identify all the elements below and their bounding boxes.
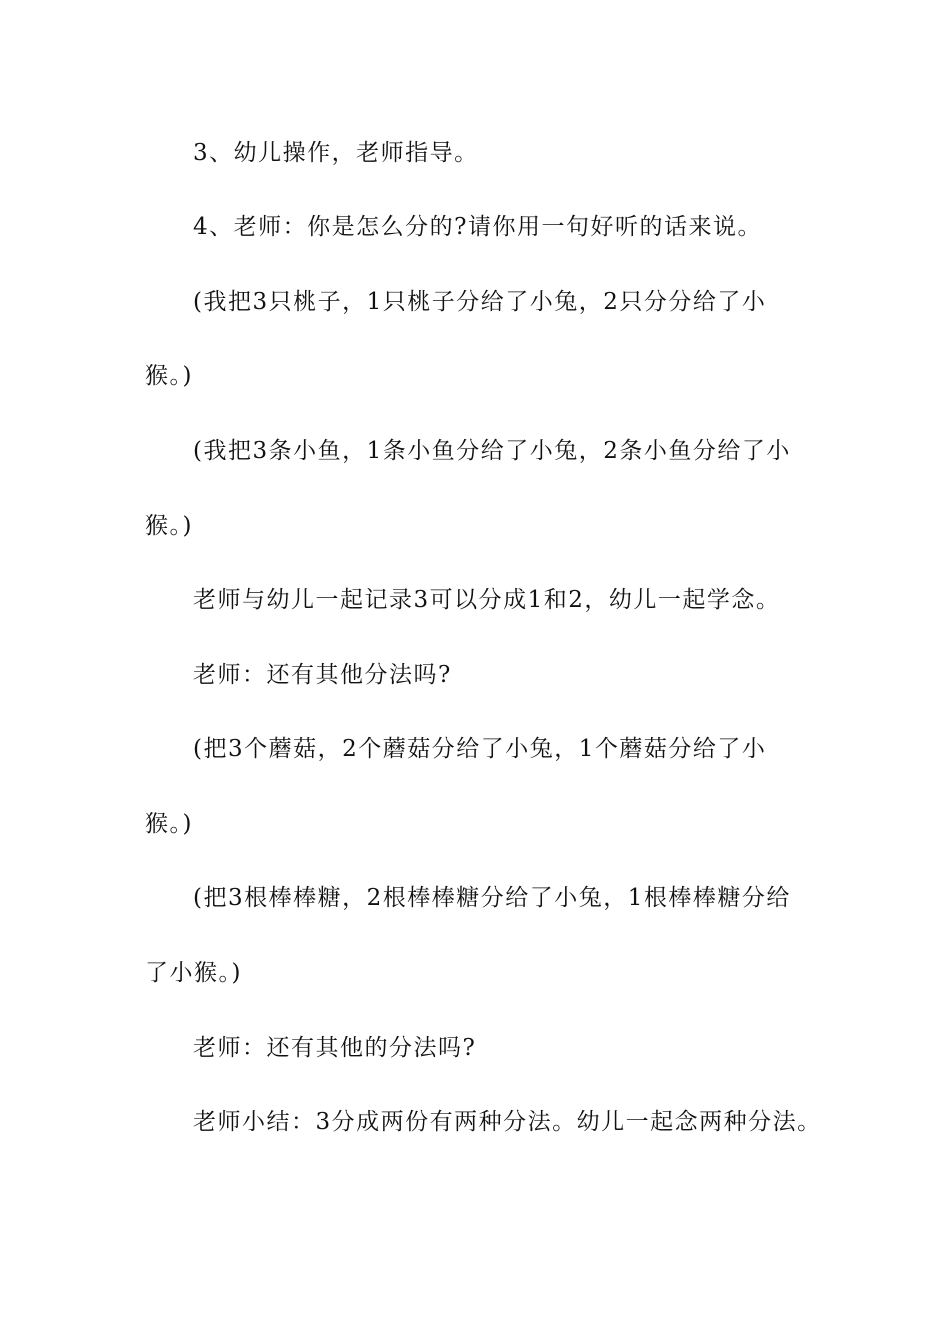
paragraph-summary: 老师小结：3分成两份有两种分法。幼儿一起念两种分法。 — [193, 1109, 822, 1135]
paragraph-mushroom-line-2: 猴。) — [145, 811, 193, 837]
paragraph-peach-line-1: (我把3只桃子，1只桃子分给了小兔，2只分分给了小 — [193, 289, 767, 315]
paragraph-mushroom-line-1: (把3个蘑菇，2个蘑菇分给了小兔，1个蘑菇分给了小 — [193, 736, 767, 762]
paragraph-fish-line-2: 猴。) — [145, 513, 193, 539]
paragraph-step-3: 3、幼儿操作，老师指导。 — [193, 140, 479, 166]
paragraph-peach-line-2: 猴。) — [145, 363, 193, 389]
paragraph-lollipop-line-1: (把3根棒棒糖，2根棒棒糖分给了小兔，1根棒棒糖分给 — [193, 885, 791, 911]
paragraph-lollipop-line-2: 了小猴。) — [145, 960, 242, 986]
paragraph-fish-line-1: (我把3条小鱼，1条小鱼分给了小兔，2条小鱼分给了小 — [193, 438, 791, 464]
paragraph-other-methods: 老师：还有其他分法吗? — [193, 662, 452, 688]
paragraph-step-4: 4、老师：你是怎么分的?请你用一句好听的话来说。 — [193, 214, 762, 240]
paragraph-record: 老师与幼儿一起记录3可以分成1和2，幼儿一起学念。 — [193, 587, 781, 613]
paragraph-other-methods-2: 老师：还有其他的分法吗? — [193, 1035, 477, 1061]
